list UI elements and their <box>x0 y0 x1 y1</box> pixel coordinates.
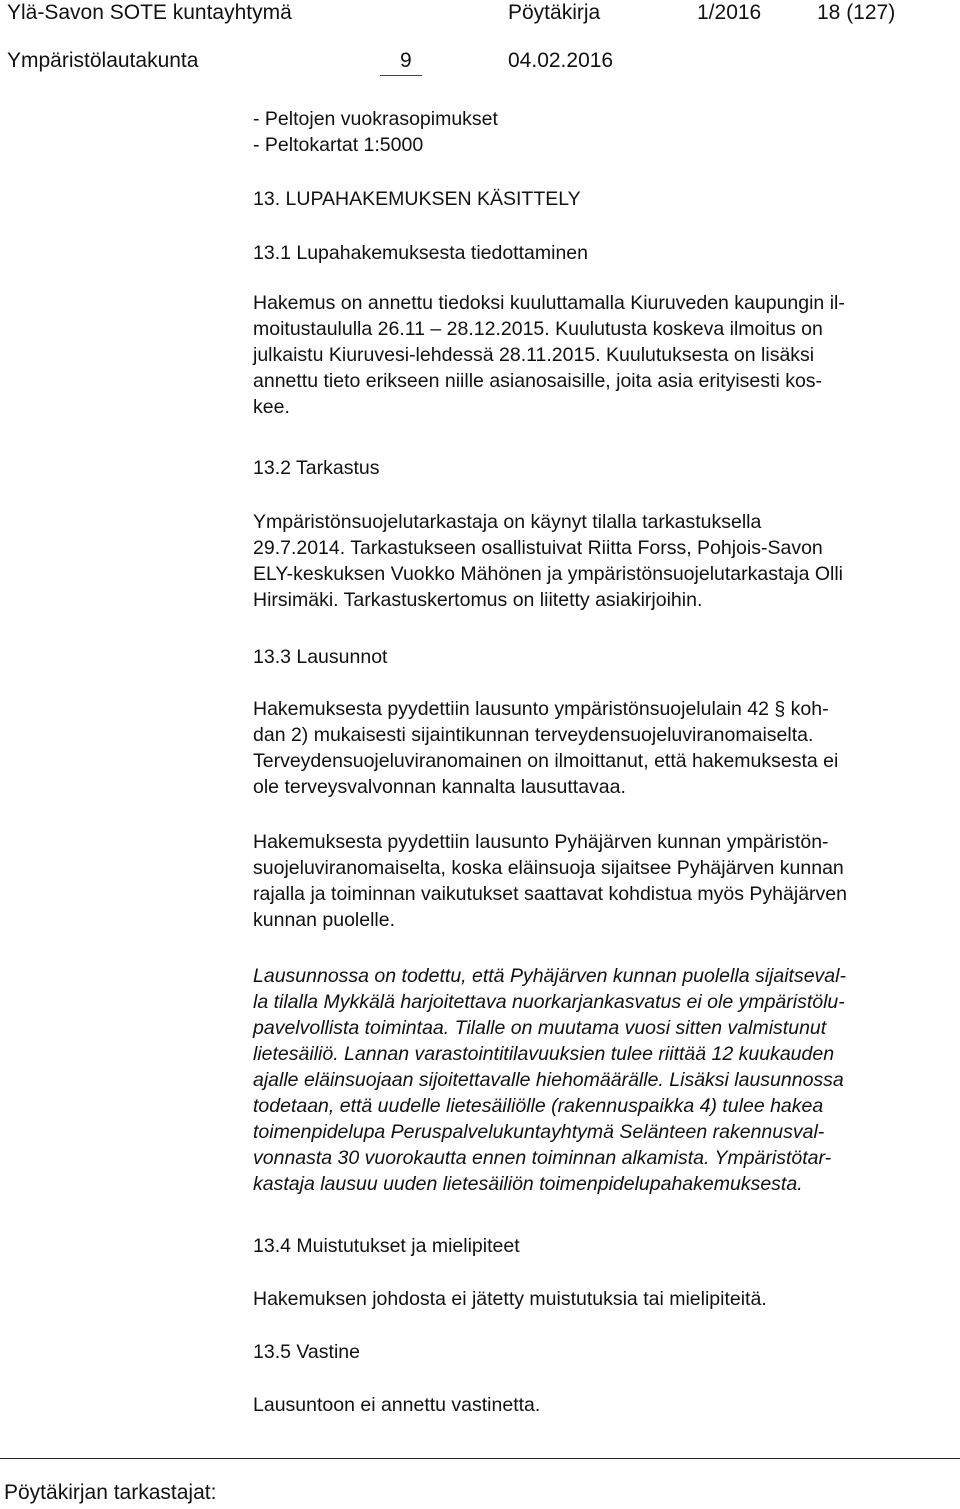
text-line: julkaistu Kiuruvesi-lehdessä 28.11.2015. Kuulutuksesta on lisäksi <box>253 344 815 366</box>
text-line: la tilalla Mykkälä harjoitettava nuorkarjankasvatus ei ole ympäristölu- <box>253 991 845 1013</box>
text-line: toimenpidelupa Peruspalvelukuntayhtymä Selänteen rakennusval- <box>253 1121 825 1143</box>
text-line: annettu tieto erikseen niille asianosaisille, joita asia erityisesti kos- <box>253 370 823 392</box>
text-line: Lausunnossa on todettu, että Pyhäjärven kunnan puolella sijaitseval- <box>253 965 846 987</box>
text-line: Hakemus on annettu tiedoksi kuuluttamalla Kiuruveden kaupungin il- <box>253 292 845 314</box>
paragraph-13-3-1 <box>253 696 838 800</box>
document-type: Pöytäkirja <box>508 1 601 24</box>
text-line: ajalle eläinsuojaan sijoitettavalle hiehomäärälle. Lisäksi lausunnossa <box>253 1069 844 1091</box>
organization-name: Ylä-Savon SOTE kuntayhtymä <box>7 1 292 24</box>
text-line: 29.7.2014. Tarkastukseen osallistuivat Riitta Forss, Pohjois-Savon <box>253 537 823 559</box>
footer-divider <box>0 1458 960 1459</box>
text-line: vonnasta 30 vuorokautta ennen toiminnan alkamista. Ympäristötar- <box>253 1147 832 1169</box>
text-line: moitustaululla 26.11 – 28.12.2015. Kuulutusta koskeva ilmoitus on <box>253 318 823 340</box>
paragraph-13-2 <box>253 509 843 613</box>
text-line: Hakemuksesta pyydettiin lausunto Pyhäjärven kunnan ympäristön- <box>253 831 829 853</box>
attachment-list <box>253 106 498 158</box>
paragraph-13-1 <box>253 290 960 420</box>
subsection-heading-13-4: 13.4 Muistutukset ja mielipiteet <box>253 1235 520 1257</box>
text-line: todetaan, että uudelle lietesäiliölle (rakennuspaikka 4) tulee hakea <box>253 1095 824 1117</box>
text-line: rajalla ja toiminnan vaikutukset saattavat kohdistua myös Pyhäjärven <box>253 883 847 905</box>
text-line: ELY-keskuksen Vuokko Mähönen ja ympäristönsuojelutarkastaja Olli <box>253 563 844 585</box>
subsection-heading-13-2: 13.2 Tarkastus <box>253 457 380 479</box>
meeting-date: 04.02.2016 <box>508 49 614 72</box>
text-line: lietesäiliö. Lannan varastointitilavuuksien tulee riittää 12 kuukauden <box>253 1043 835 1065</box>
paragraph-13-3-2 <box>253 829 847 933</box>
text-line: kee. <box>253 396 290 418</box>
item-number-underline <box>380 75 422 76</box>
text-line: Ympäristönsuojelutarkastaja on käynyt tilalla tarkastuksella <box>253 511 762 533</box>
text-line: kastaja lausuu uuden lietesäiliön toimenpidelupahakemuksesta. <box>253 1173 803 1195</box>
document-number: 1/2016 <box>697 1 762 24</box>
text-line: Hakemuksesta pyydettiin lausunto ympäristönsuojelulain 42 § koh- <box>253 698 829 720</box>
section-heading: 13. LUPAHAKEMUKSEN KÄSITTELY <box>253 188 581 210</box>
page-number: 18 (127) <box>817 1 896 24</box>
subsection-heading-13-1: 13.1 Lupahakemuksesta tiedottaminen <box>253 242 588 264</box>
paragraph-13-5: Lausuntoon ei annettu vastinetta. <box>253 1394 541 1416</box>
text-line: dan 2) mukaisesti sijaintikunnan terveydensuojeluviranomaiselta. <box>253 724 814 746</box>
subsection-heading-13-3: 13.3 Lausunnot <box>253 646 388 668</box>
committee-name: Ympäristölautakunta <box>7 49 199 72</box>
attachment-item: - Peltojen vuokrasopimukset <box>253 108 498 130</box>
reviewers-label: Pöytäkirjan tarkastajat: <box>4 1481 217 1504</box>
item-number: 9 <box>400 49 412 72</box>
text-line: Terveydensuojeluviranomainen on ilmoittanut, että hakemuksesta ei <box>253 750 839 772</box>
text-line: ole terveysvalvonnan kannalta lausuttavaa. <box>253 776 626 798</box>
text-line: kunnan puolelle. <box>253 909 396 931</box>
subsection-heading-13-5: 13.5 Vastine <box>253 1341 360 1363</box>
paragraph-13-4: Hakemuksen johdosta ei jätetty muistutuksia tai mielipiteitä. <box>253 1288 767 1310</box>
text-line: Hirsimäki. Tarkastuskertomus on liitetty asiakirjoihin. <box>253 589 703 611</box>
text-line: pavelvollista toimintaa. Tilalle on muutama vuosi sitten valmistunut <box>253 1017 827 1039</box>
attachment-item: - Peltokartat 1:5000 <box>253 134 424 156</box>
text-line: suojeluviranomaiselta, koska eläinsuoja sijaitsee Pyhäjärven kunnan <box>253 857 844 879</box>
paragraph-13-3-3-statement <box>253 963 846 1197</box>
